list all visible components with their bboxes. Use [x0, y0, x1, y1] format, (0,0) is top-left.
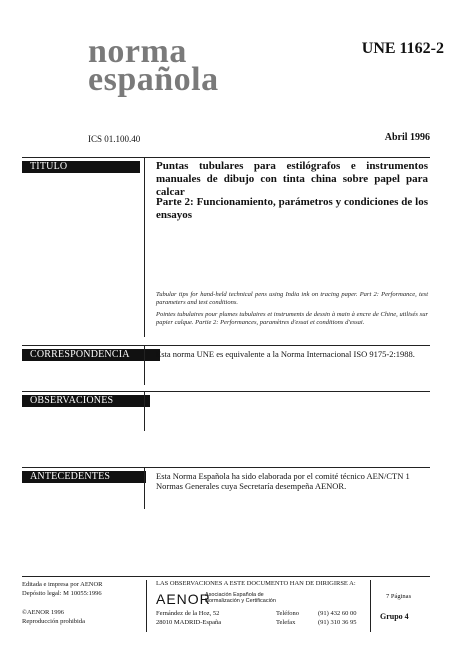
footer-vline-right: [370, 580, 371, 632]
footer-repro-line: Reproducción prohibida: [22, 618, 85, 625]
aenor-sub1: Asociación Española de: [205, 592, 264, 598]
footer-copyright-line: ©AENOR 1996: [22, 609, 64, 616]
address-line1: Fernández de la Hoz, 52: [156, 610, 220, 617]
address-line2: 28010 MADRID-España: [156, 619, 222, 626]
title-part: Parte 2: Funcionamiento, parámetros y condiciones de los ensayos: [156, 196, 428, 221]
antecedentes-text: Esta Norma Española ha sido elaborada por el comité técnico AEN/CTN 1 Normas Generales cuya Secretaría desempeña AENOR.: [156, 471, 410, 491]
phone-value: (91) 432 60 00: [318, 610, 357, 617]
footer-address: [156, 609, 221, 627]
correspondencia-text: Esta norma UNE es equivalente a la Norma Internacional ISO 9175-2:1988.: [156, 349, 415, 359]
aenor-logo: AENOR: [156, 591, 211, 607]
vline-titulo: [144, 157, 145, 337]
footer-edit: [22, 580, 103, 598]
tag-correspondencia: CORRESPONDENCIA: [22, 349, 160, 361]
standard-code: UNE 1162-2: [361, 40, 444, 57]
tag-observaciones: OBSERVACIONES: [22, 395, 150, 407]
vline-correspondencia: [144, 345, 145, 385]
divider-observaciones: [22, 391, 430, 392]
footer-vline-left: [146, 580, 147, 632]
title-english: Tubular tips for hand-held technical pens using India ink on tracing paper. Part 2: Performance, test parameters and test conditions.: [156, 291, 428, 306]
vline-observaciones: [144, 391, 145, 431]
footer-observ-header: LAS OBSERVACIONES A ESTE DOCUMENTO HAN DE DIRIGIRSE A:: [156, 580, 356, 587]
aenor-subtitle: [205, 592, 276, 604]
tag-titulo: TÍTULO: [22, 161, 140, 173]
footer-edit-line2: Depósito legal: M 10055:1996: [22, 590, 102, 597]
divider-titulo: [22, 157, 430, 158]
ics-code: ICS 01.100.40: [88, 134, 141, 144]
divider-antecedentes: [22, 467, 430, 468]
brand-line1: norma: [88, 33, 187, 70]
divider-correspondencia: [22, 345, 430, 346]
publication-date: Abril 1996: [384, 132, 430, 143]
page-count: 7 Páginas: [386, 593, 412, 600]
footer-edit-line1: Editada e impresa por AENOR: [22, 581, 103, 588]
tag-antecedentes: ANTECEDENTES: [22, 471, 146, 483]
title-main: Puntas tubulares para estilógrafos e instrumentos manuales de dibujo con tinta china sobre papel para calcar: [156, 160, 428, 198]
fax-label: Telefax: [276, 619, 296, 626]
footer-divider: [22, 576, 430, 577]
footer-phone-labels: [276, 609, 299, 627]
fax-value: (91) 310 36 95: [318, 619, 357, 626]
brand-title: [88, 33, 219, 98]
footer-copyright: [22, 608, 85, 626]
vline-antecedentes: [144, 467, 145, 509]
footer-phone-values: [318, 609, 356, 627]
phone-label: Teléfono: [276, 610, 300, 617]
grupo-label: Grupo 4: [380, 612, 409, 621]
brand-line2: española: [88, 61, 219, 98]
aenor-sub2: Normalización y Certificación: [205, 598, 276, 604]
title-french: Pointes tubulaires pour plumes tubulaires et instruments de dessin à main à encre de Chine, utilisés sur papier calque. Partie 2: Performances, paramètres d'essai et conditions d'essai.: [156, 311, 428, 326]
